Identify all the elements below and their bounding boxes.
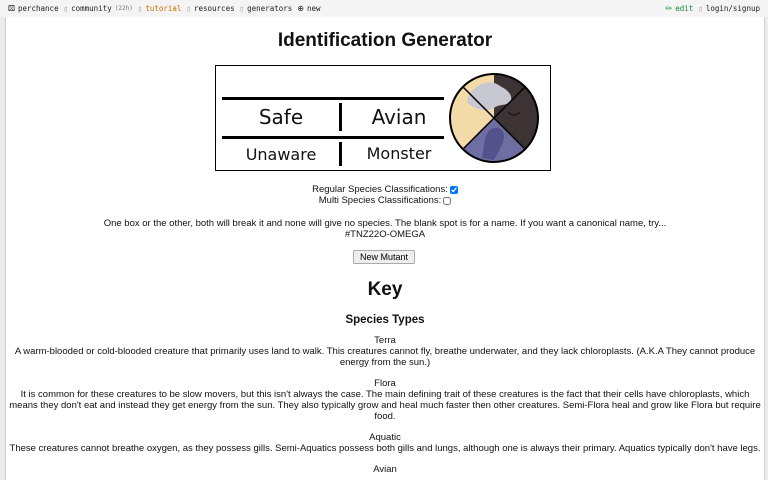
resources-link[interactable]: [186, 4, 234, 13]
new-link[interactable]: [297, 4, 320, 13]
brand-label: perchance: [17, 4, 59, 13]
multi-species-checkbox[interactable]: [443, 197, 451, 205]
resources-icon: ▯: [186, 4, 191, 13]
species-description: These creatures cannot breathe oxygen, as they possess gills. Semi-Aquatics possess both gills and lungs, although one is always their primary. Aquatics typically don't have legs.: [9, 443, 761, 454]
dice-icon: ⚄: [8, 4, 15, 13]
login-icon: ▯: [698, 4, 703, 13]
species-description: It is common for these creatures to be slow movers, but this isn't always the case. The main defining trait of these creatures is the fact that their cells have chloroplasts, which means they don't eat and instead they get energy from the sun. They also typically grow and heal much faster then other creatures. Semi-Flora heal and grow like Flora but require food.: [9, 389, 761, 422]
page-title: Identification Generator: [277, 30, 493, 51]
generators-link[interactable]: [240, 4, 293, 13]
species-list: [6, 335, 764, 480]
identification-card: [215, 65, 551, 171]
generator-page: [5, 17, 765, 480]
species-name: Terra: [374, 335, 396, 346]
community-icon: ▯: [63, 4, 69, 13]
pencil-icon: ✏: [665, 4, 673, 13]
instructions: [6, 218, 764, 240]
card-divider-middle: [222, 136, 444, 139]
card-divider-vertical-top: [339, 103, 342, 131]
species-description: A warm-blooded or cold-blooded creature that primarily uses land to walk. This creatures cannot fly, breathe underwater, and they lack chloroplasts. (A.K.A They cannot produce energy from the sun.): [14, 346, 756, 368]
multi-species-option[interactable]: [319, 195, 452, 206]
regular-species-option[interactable]: [312, 184, 458, 195]
regular-species-checkbox[interactable]: [450, 186, 458, 194]
site-topbar: [0, 0, 768, 17]
species-name: Avian: [373, 464, 397, 475]
species-types-heading: Species Types: [345, 314, 425, 326]
community-count: (22h): [114, 5, 133, 12]
card-awareness: Unaware: [245, 145, 317, 164]
species-item-flora: [6, 378, 764, 422]
species-item-terra: [6, 335, 764, 368]
card-clearance: Safe: [258, 105, 304, 129]
login-link[interactable]: [698, 4, 760, 13]
tutorial-label: tutorial: [145, 4, 182, 13]
plus-circle-icon: ⊕: [297, 4, 304, 13]
key-heading: Key: [367, 279, 403, 300]
login-label: login/signup: [705, 4, 760, 13]
tutorial-icon: ▯: [137, 4, 143, 13]
regular-species-label: Regular Species Classifications:: [312, 184, 448, 195]
species-name: Aquatic: [369, 432, 401, 443]
card-divider-top: [222, 97, 444, 100]
classification-options: [6, 184, 764, 206]
generators-icon: ▯: [239, 4, 245, 13]
edit-label: edit: [675, 4, 694, 13]
new-mutant-button[interactable]: New Mutant: [353, 250, 415, 264]
instructions-text: One box or the other, both will break it and none will give no species. The blank spot is for a name. If you want a canonical name, try...: [103, 218, 667, 229]
species-name: Flora: [374, 378, 396, 389]
new-label: new: [306, 4, 321, 13]
card-type: Monster: [366, 144, 432, 163]
card-species: Avian: [371, 105, 427, 129]
community-label: community: [71, 4, 112, 13]
multi-species-label: Multi Species Classifications:: [318, 195, 442, 206]
species-item-aquatic: [6, 432, 764, 454]
species-item-avian: [6, 464, 764, 475]
card-divider-vertical-bottom: [339, 142, 342, 166]
classification-wheel-icon: [448, 72, 540, 164]
resources-label: resources: [193, 4, 235, 13]
canonical-name-code: #TNZ22O-OMEGA: [344, 229, 426, 240]
community-link[interactable]: [64, 4, 133, 13]
generators-label: generators: [247, 4, 293, 13]
edit-link[interactable]: [666, 4, 694, 13]
tutorial-link[interactable]: [138, 4, 182, 13]
brand-link[interactable]: [8, 4, 59, 13]
